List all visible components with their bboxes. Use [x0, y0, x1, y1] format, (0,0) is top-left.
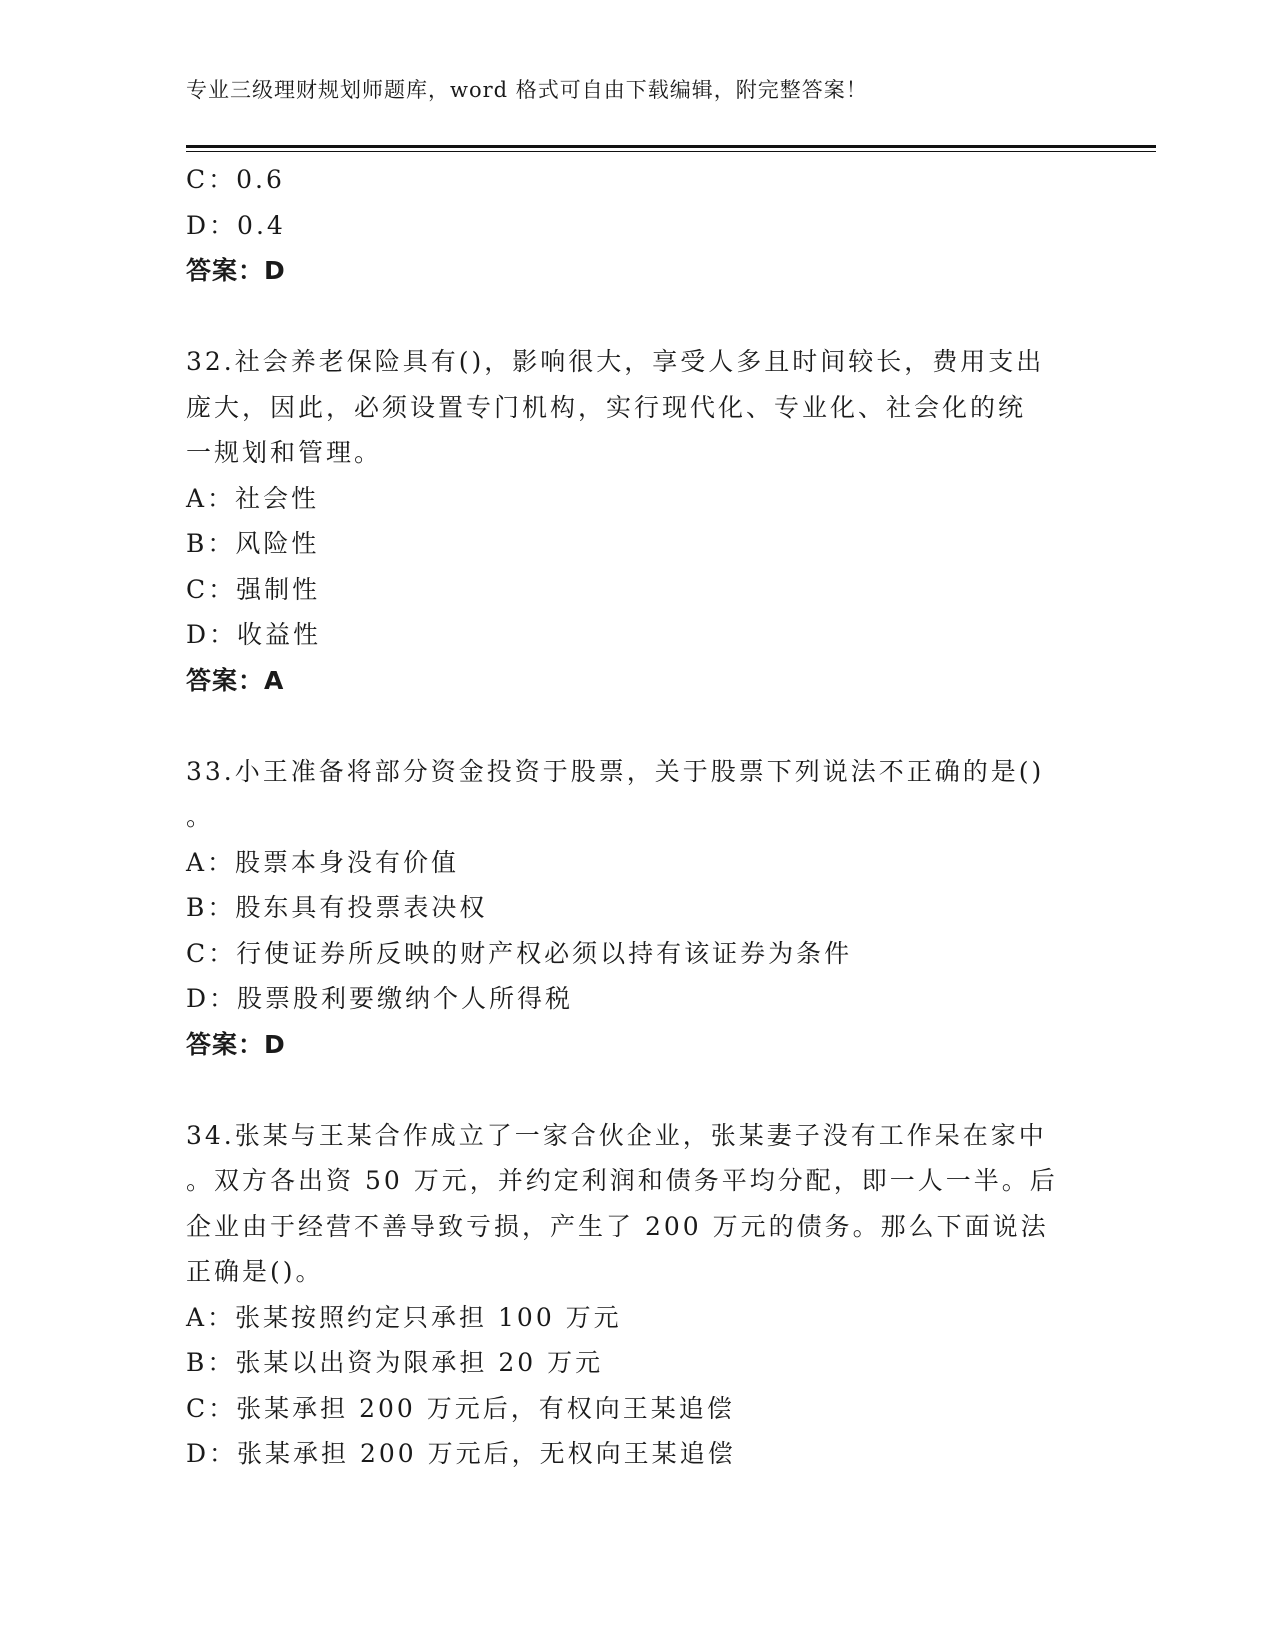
option-d: D：张某承担 200 万元后，无权向王某追偿 — [186, 1439, 736, 1468]
option-d: D：0.4 — [186, 210, 286, 240]
option-c: C：强制性 — [186, 574, 321, 604]
question-text: 正确是()。 — [186, 1257, 324, 1286]
answer: 答案：A — [186, 665, 285, 695]
option-b: B：张某以出资为限承担 20 万元 — [186, 1348, 604, 1377]
option-d: D：股票股利要缴纳个人所得税 — [186, 984, 574, 1013]
question-text: 。 — [186, 802, 215, 831]
question-text: 一规划和管理。 — [186, 438, 383, 467]
option-c: C：行使证券所反映的财产权必须以持有该证券为条件 — [186, 938, 853, 968]
header-rule-thin — [186, 151, 1156, 152]
question-text: 。双方各出资 50 万元，并约定利润和债务平均分配，即一人一半。后 — [186, 1166, 1058, 1195]
question-text: 庞大，因此，必须设置专门机构，实行现代化、专业化、社会化的统 — [186, 392, 1027, 422]
option-c: C：0.6 — [186, 165, 285, 194]
answer: 答案：D — [186, 256, 286, 285]
page-header: 专业三级理财规划师题库，word 格式可自由下载编辑，附完整答案！ — [186, 78, 868, 102]
option-a: A：股票本身没有价值 — [186, 847, 460, 877]
option-b: B：风险性 — [186, 529, 320, 558]
question-text: 32.社会养老保险具有()，影响很大，享受人多且时间较长，费用支出 — [186, 347, 1045, 376]
header-rule — [186, 145, 1156, 148]
document-body — [186, 157, 1086, 1477]
answer: 答案：D — [186, 1029, 286, 1059]
option-a: A：社会性 — [186, 483, 320, 513]
question-text: 企业由于经营不善导致亏损，产生了 200 万元的债务。那么下面说法 — [186, 1211, 1049, 1241]
question-text: 33.小王准备将部分资金投资于股票，关于股票下列说法不正确的是() — [186, 756, 1045, 786]
option-c: C：张某承担 200 万元后，有权向王某追偿 — [186, 1393, 735, 1423]
option-a: A：张某按照约定只承担 100 万元 — [186, 1302, 622, 1332]
option-d: D：收益性 — [186, 620, 322, 649]
question-text: 34.张某与王某合作成立了一家合伙企业，张某妻子没有工作呆在家中 — [186, 1120, 1047, 1150]
option-b: B：股东具有投票表决权 — [186, 893, 488, 922]
